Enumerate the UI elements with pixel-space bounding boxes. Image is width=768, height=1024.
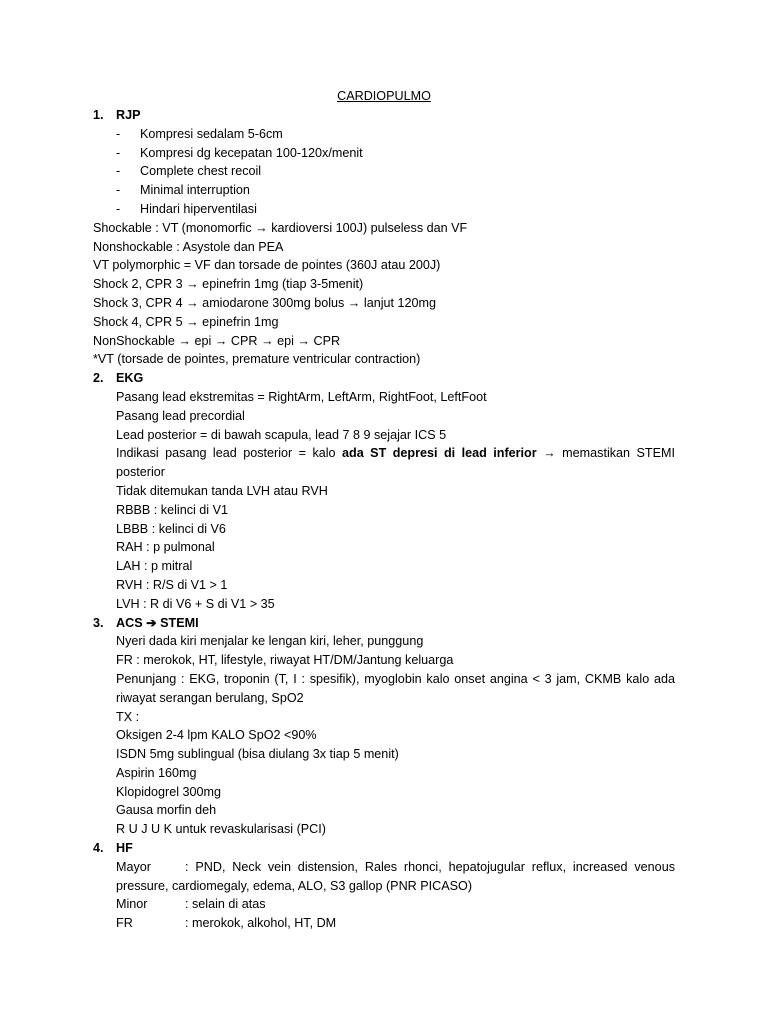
section-hf-heading: 4. HF: [93, 841, 133, 856]
document-title: CARDIOPULMO: [337, 89, 431, 103]
text-line: Nyeri dada kiri menjalar ke lengan kiri, leher, punggung: [116, 634, 424, 649]
text-line: Shockable : VT (monomorfic → kardioversi 100J) pulseless dan VF: [93, 220, 468, 235]
text-line: VT polymorphic = VF dan torsade de pointes (360J atau 200J): [93, 258, 441, 273]
section-rjp-heading: 1. RJP: [93, 108, 141, 122]
mayor-paragraph: Mayor : PND, Neck vein distension, Rales rhonci, hepatojugular reflux, increased venous pressure, cardiomegaly, edema, ALO, S3 gallop (PNR PICASO): [116, 859, 675, 893]
bullet-item: - Hindari hiperventilasi: [116, 201, 257, 216]
text-line: FR : merokok, HT, lifestyle, riwayat HT/DM/Jantung keluarga: [116, 653, 454, 668]
section-ekg-heading: 2. EKG: [93, 371, 144, 386]
text-line: ISDN 5mg sublingual (bisa diulang 3x tiap 5 menit): [116, 747, 399, 762]
document-body: [93, 106, 675, 933]
text-line: NonShockable → epi → CPR → epi → CPR: [93, 333, 341, 348]
text-line: RBBB : kelinci di V1: [116, 502, 228, 517]
text-line: LBBB : kelinci di V6: [116, 521, 226, 536]
text-line: Pasang lead precordial: [116, 408, 245, 423]
text-line: Oksigen 2-4 lpm KALO SpO2 <90%: [116, 728, 317, 743]
minor-line: Minor : selain di atas: [116, 897, 266, 912]
penunjang-paragraph: Penunjang : EKG, troponin (T, I : spesifik), myoglobin kalo onset angina < 3 jam, CKMB kalo ada riwayat serangan berulang, SpO2: [116, 671, 675, 705]
text-line: R U J U K untuk revaskularisasi (PCI): [116, 822, 326, 837]
text-line: *VT (torsade de pointes, premature ventricular contraction): [93, 352, 421, 367]
bullet-item: - Kompresi sedalam 5-6cm: [116, 126, 283, 141]
text-line: Shock 4, CPR 5 → epinefrin 1mg: [93, 314, 279, 329]
text-line: Aspirin 160mg: [116, 765, 197, 780]
text-line: Tidak ditemukan tanda LVH atau RVH: [116, 483, 328, 498]
text-line: Lead posterior = di bawah scapula, lead 7 8 9 sejajar ICS 5: [116, 427, 447, 442]
text-line: Nonshockable : Asystole dan PEA: [93, 239, 284, 254]
text-line: Gausa morfin deh: [116, 803, 217, 818]
text-line: Klopidogrel 300mg: [116, 784, 222, 799]
text-line: Shock 2, CPR 3 → epinefrin 1mg (tiap 3-5menit): [93, 277, 364, 292]
bullet-item: - Kompresi dg kecepatan 100-120x/menit: [116, 145, 363, 160]
text-line: Pasang lead ekstremitas = RightArm, LeftArm, RightFoot, LeftFoot: [116, 389, 487, 404]
text-line: RAH : p pulmonal: [116, 540, 215, 555]
section-acs-heading: 3. ACS ➔ STEMI: [93, 615, 199, 630]
text-line: LVH : R di V6 + S di V1 > 35: [116, 596, 275, 611]
text-line: LAH : p mitral: [116, 559, 193, 574]
text-line: RVH : R/S di V1 > 1: [116, 577, 228, 592]
fr-line: FR : merokok, alkohol, HT, DM: [116, 916, 337, 931]
bullet-item: - Minimal interruption: [116, 183, 250, 198]
indikasi-paragraph: Indikasi pasang lead posterior = kalo ada ST depresi di lead inferior → memastikan STEMI posterior: [116, 446, 675, 480]
text-line: TX :: [116, 709, 140, 724]
text-line: Shock 3, CPR 4 → amiodarone 300mg bolus → lanjut 120mg: [93, 295, 437, 310]
bullet-item: - Complete chest recoil: [116, 164, 262, 179]
